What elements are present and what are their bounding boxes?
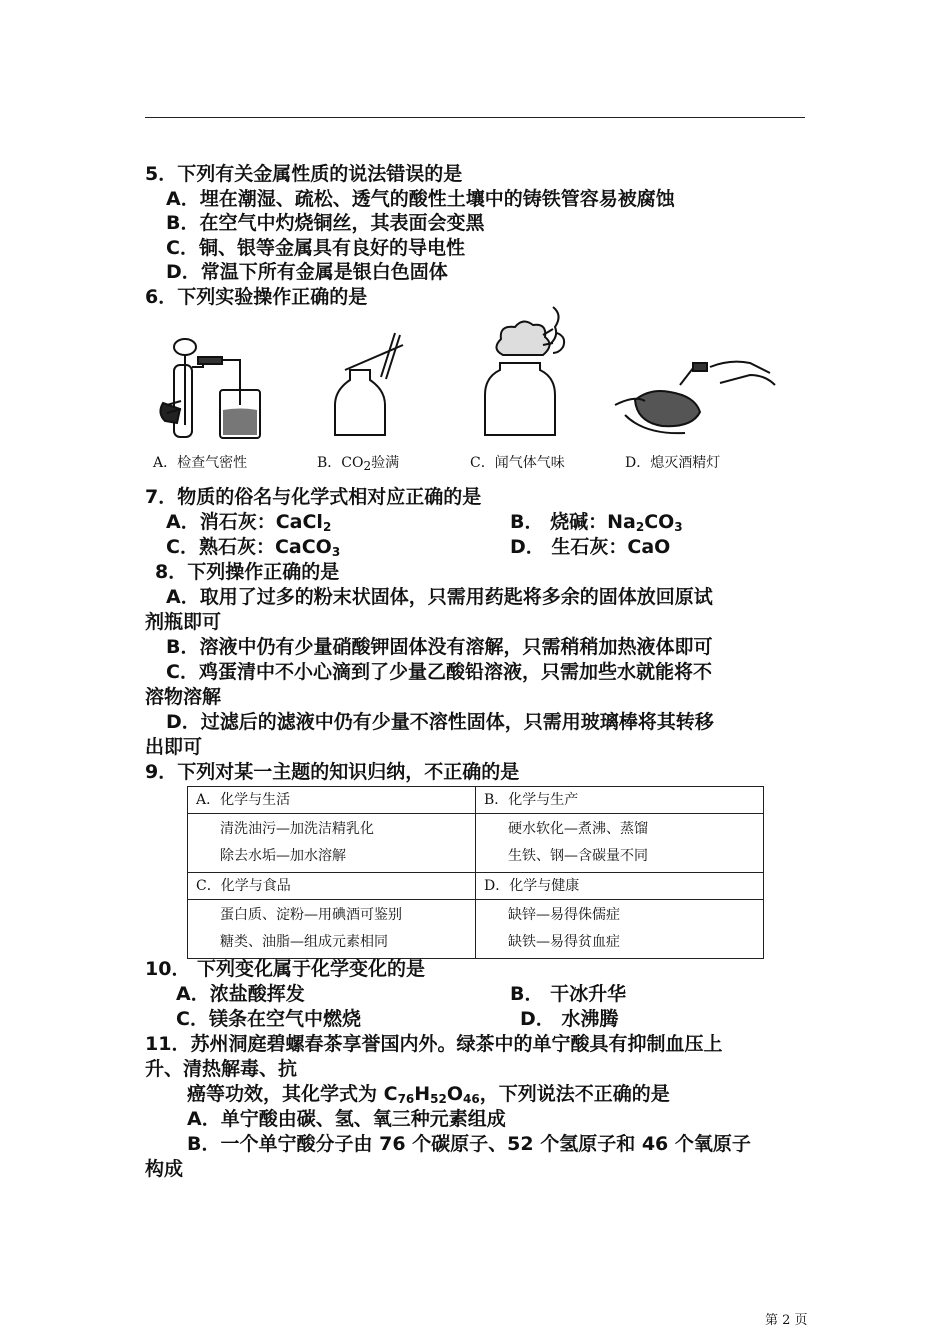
airtightness-apparatus-icon: [160, 339, 260, 438]
q9-cell-c-head: C．化学与食品: [188, 873, 476, 900]
q5-option-a: A．埋在潮湿、疏松、透气的酸性土壤中的铸铁管容易被腐蚀: [166, 188, 675, 210]
caption-b-sub: 2: [363, 459, 372, 473]
q7-stem: 7．物质的俗名与化学式相对应正确的是: [145, 486, 482, 508]
q9-b-item-1: 硬水软化—煮沸、蒸馏: [508, 821, 648, 837]
q7-b-sub2: 3: [674, 520, 683, 534]
q9-cell-d-body: [476, 900, 764, 959]
q11-option-b-line1: B．一个单宁酸分子由 76 个碳原子、52 个氢原子和 46 个氧原子: [187, 1133, 751, 1155]
q5-option-c: C．铜、银等金属具有良好的导电性: [166, 237, 465, 259]
q9-knowledge-table: [187, 786, 764, 959]
q7-a-text: A．消石灰：CaCl: [166, 511, 323, 533]
q7-a-sub: 2: [322, 520, 332, 534]
q8-option-a-line1: A．取用了过多的粉末状固体，只需用药匙将多余的固体放回原试: [166, 586, 713, 608]
q10-stem: 10． 下列变化属于化学变化的是: [145, 958, 426, 980]
q9-c-item-1: 蛋白质、淀粉—用碘酒可鉴别: [220, 907, 402, 923]
alcohol-lamp-icon: [615, 362, 775, 434]
q8-option-b: B．溶液中仍有少量硝酸钾固体没有溶解，只需稍稍加热液体即可: [166, 636, 713, 658]
q8-option-d-line1: D．过滤后的滤液中仍有少量不溶性固体，只需用玻璃棒将其转移: [166, 711, 714, 733]
q7-b-post: CO: [644, 511, 675, 533]
gas-bottle-icon: [335, 333, 403, 435]
q5-option-b: B．在空气中灼烧铜丝，其表面会变黑: [166, 212, 485, 234]
q8-option-c-line1: C．鸡蛋清中不小心滴到了少量乙酸铅溶液，只需加些水就能将不: [166, 661, 712, 683]
q9-d-item-2: 缺铁—易得贫血症: [508, 934, 620, 950]
q10-option-b: B． 干冰升华: [510, 983, 627, 1005]
q9-cell-c-body: [188, 900, 476, 959]
q10-option-a: A．浓盐酸挥发: [176, 983, 305, 1005]
q9-cell-b-head: B．化学与生产: [476, 787, 764, 814]
q6-stem: 6．下列实验操作正确的是: [145, 286, 368, 308]
q8-stem: 8．下列操作正确的是: [155, 561, 340, 583]
q9-a-item-1: 清洗油污—加洗洁精乳化: [220, 821, 374, 837]
header-rule: [145, 117, 805, 118]
q9-b-item-2: 生铁、钢—含碳量不同: [508, 848, 648, 864]
q11-formula-o-sub: 46: [463, 1092, 480, 1106]
page-number: 第 2 页: [765, 1313, 808, 1328]
q11-option-a: A．单宁酸由碳、氢、氧三种元素组成: [187, 1108, 506, 1130]
q11-formula-post: ，下列说法不正确的是: [479, 1083, 670, 1105]
q11-stem-line2: 升、清热解毒、抗: [145, 1058, 298, 1080]
caption-b-text: B．CO: [317, 455, 364, 471]
q9-cell-a-head: A．化学与生活: [188, 787, 476, 814]
q11-formula-pre: 癌等功效，其化学式为 C: [187, 1083, 398, 1105]
q9-stem: 9．下列对某一主题的知识归纳，不正确的是: [145, 761, 520, 783]
q8-option-c-line2: 溶物溶解: [145, 686, 222, 708]
q6-apparatus-figure: [145, 305, 785, 480]
q7-option-d: D． 生石灰：CaO: [510, 536, 671, 558]
q11-formula-h-sub: 52: [430, 1092, 447, 1106]
q11-formula-c-sub: 76: [397, 1092, 415, 1106]
q7-c-text: C．熟石灰：CaCO: [166, 536, 332, 558]
q11-option-b-line2: 构成: [145, 1158, 184, 1180]
q9-cell-d-head: D．化学与健康: [476, 873, 764, 900]
q10-option-c: C．镁条在空气中燃烧: [176, 1008, 361, 1030]
q5-stem: 5．下列有关金属性质的说法错误的是: [145, 163, 463, 185]
caption-b-post: 验满: [371, 455, 400, 471]
q7-c-sub: 3: [331, 545, 341, 559]
smell-gas-icon: [485, 307, 564, 435]
q9-d-item-1: 缺锌—易得侏儒症: [508, 907, 620, 923]
caption-c: C．闻气体气味: [470, 455, 565, 471]
q11-formula-h: H: [414, 1083, 431, 1105]
q10-option-d: D． 水沸腾: [520, 1008, 619, 1030]
q9-c-item-2: 糖类、油脂—组成元素相同: [220, 934, 388, 950]
caption-b: [317, 452, 399, 473]
q7-b-sub: 2: [635, 520, 645, 534]
q5-option-d: D．常温下所有金属是银白色固体: [166, 261, 448, 283]
q7-b-text: B． 烧碱：Na: [510, 511, 636, 533]
caption-a: A．检查气密性: [153, 455, 248, 471]
q9-a-item-2: 除去水垢—加水溶解: [220, 848, 346, 864]
q8-option-a-line2: 剂瓶即可: [145, 611, 222, 633]
q9-cell-b-body: [476, 814, 764, 873]
caption-d: D．熄灭酒精灯: [625, 455, 721, 471]
q9-cell-a-body: [188, 814, 476, 873]
q8-option-d-line2: 出即可: [145, 736, 203, 758]
q11-stem-line1: 11．苏州洞庭碧螺春茶享誉国内外。绿茶中的单宁酸具有抑制血压上: [145, 1033, 723, 1055]
q11-formula-o: O: [446, 1083, 464, 1105]
